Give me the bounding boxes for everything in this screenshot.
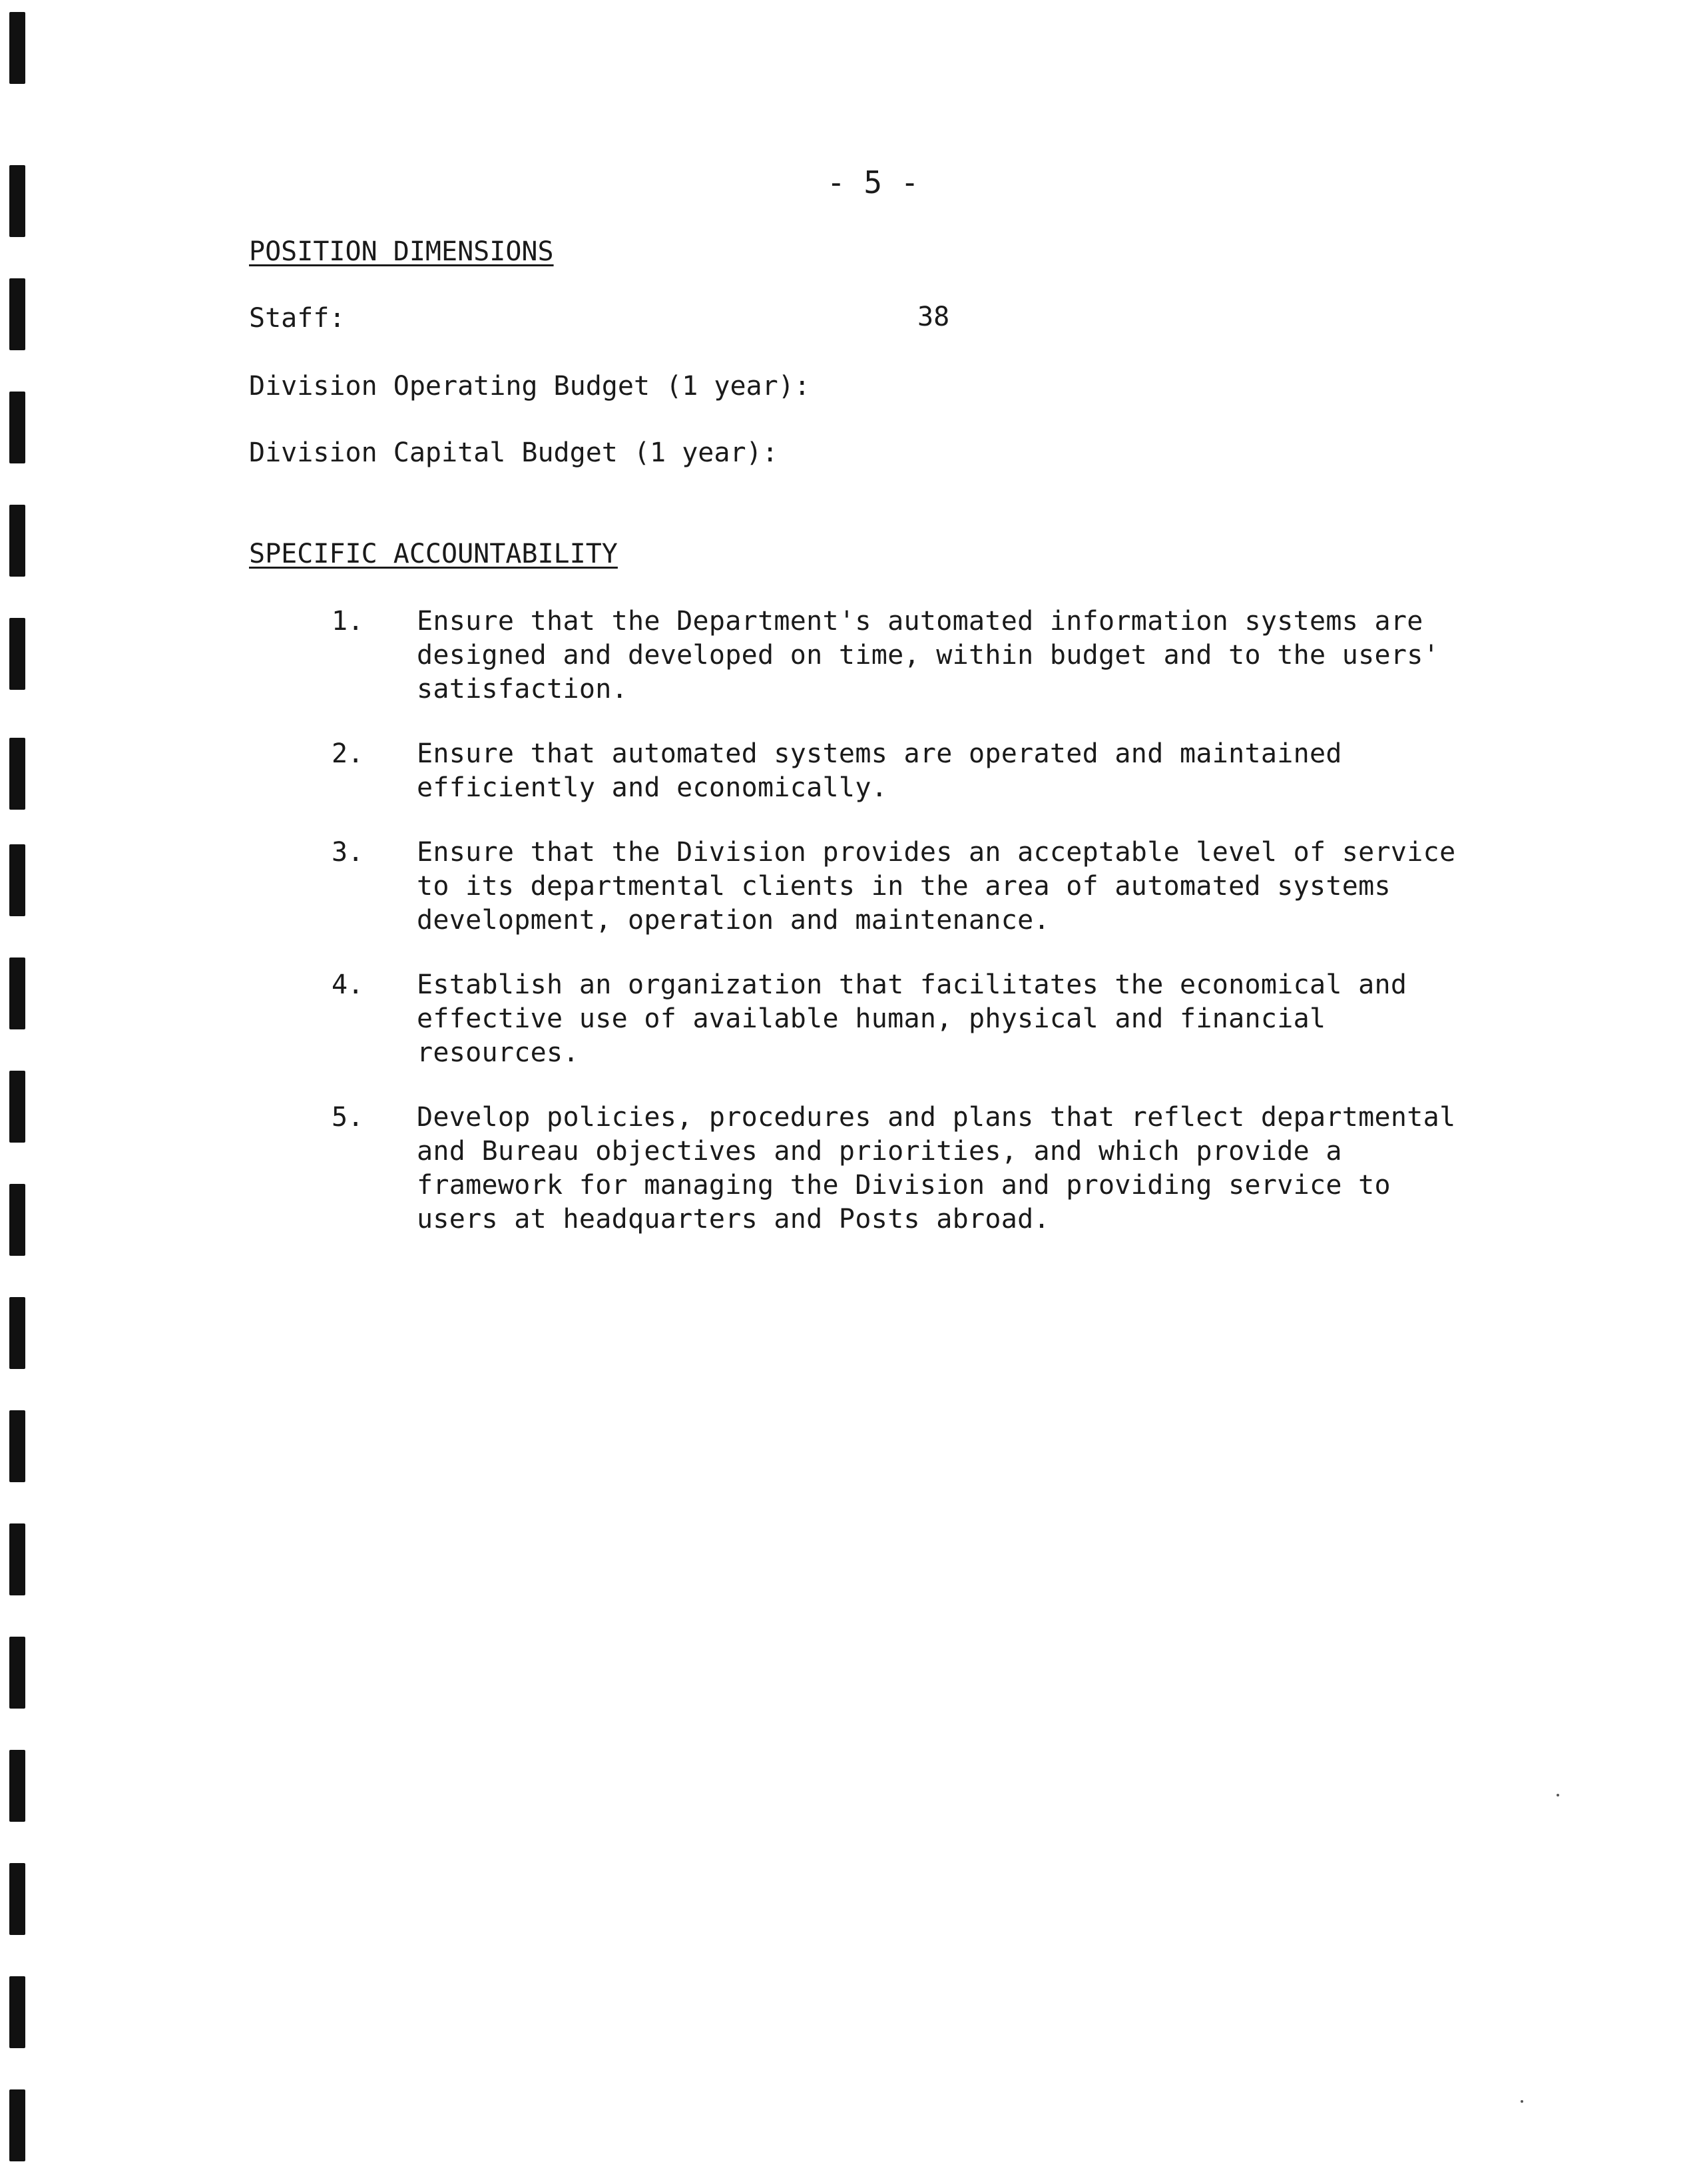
scan-speck [1557, 1794, 1559, 1796]
punch-hole-strip [0, 0, 40, 2184]
item-number: 1. [332, 606, 364, 637]
punch-hole [9, 505, 25, 577]
punch-hole [9, 738, 25, 810]
list-item [332, 737, 1530, 805]
punch-hole [9, 957, 25, 1029]
item-text: Ensure that the Department's automated information systems are designed and developed on time, within budget and to the users' satisfaction. [417, 606, 1440, 704]
punch-hole [9, 12, 25, 84]
punch-hole [9, 1297, 25, 1369]
punch-hole [9, 844, 25, 916]
staff-value: 38 [917, 302, 950, 332]
item-number: 4. [332, 969, 364, 1000]
punch-hole [9, 392, 25, 463]
punch-hole [9, 1410, 25, 1482]
list-item [332, 1101, 1530, 1236]
punch-hole [9, 165, 25, 237]
page-number: - 5 - [827, 164, 919, 200]
punch-hole [9, 1750, 25, 1822]
capital-budget-label: Division Capital Budget (1 year): [249, 437, 778, 468]
punch-hole [9, 1184, 25, 1256]
position-dimensions-heading: POSITION DIMENSIONS [249, 236, 554, 267]
specific-accountability-heading: SPECIFIC ACCOUNTABILITY [249, 539, 618, 569]
staff-label: Staff: [249, 303, 346, 334]
item-number: 2. [332, 738, 364, 769]
punch-hole [9, 1863, 25, 1935]
punch-hole [9, 1976, 25, 2048]
item-number: 5. [332, 1102, 364, 1133]
item-text: Ensure that the Division provides an acceptable level of service to its departmental clients in the area of automated systems development, operation and maintenance. [417, 837, 1456, 936]
list-item [332, 836, 1530, 938]
punch-hole [9, 1523, 25, 1595]
punch-hole [9, 1071, 25, 1143]
punch-hole [9, 2089, 25, 2161]
item-text: Establish an organization that facilitates the economical and effective use of available human, physical and financial resources. [417, 969, 1407, 1068]
operating-budget-label: Division Operating Budget (1 year): [249, 371, 810, 402]
list-item [332, 605, 1530, 706]
punch-hole [9, 1637, 25, 1709]
scan-speck [1521, 2100, 1523, 2103]
item-text: Develop policies, procedures and plans that reflect departmental and Bureau objectives and priorities, and which provide a framework for managing the Division and providing service to users at headquarters and Posts abroad. [417, 1102, 1456, 1234]
accountability-list [332, 605, 1530, 1267]
punch-hole [9, 618, 25, 690]
punch-hole [9, 278, 25, 350]
item-text: Ensure that automated systems are operated and maintained efficiently and economically. [417, 738, 1342, 803]
list-item [332, 968, 1530, 1070]
item-number: 3. [332, 837, 364, 868]
